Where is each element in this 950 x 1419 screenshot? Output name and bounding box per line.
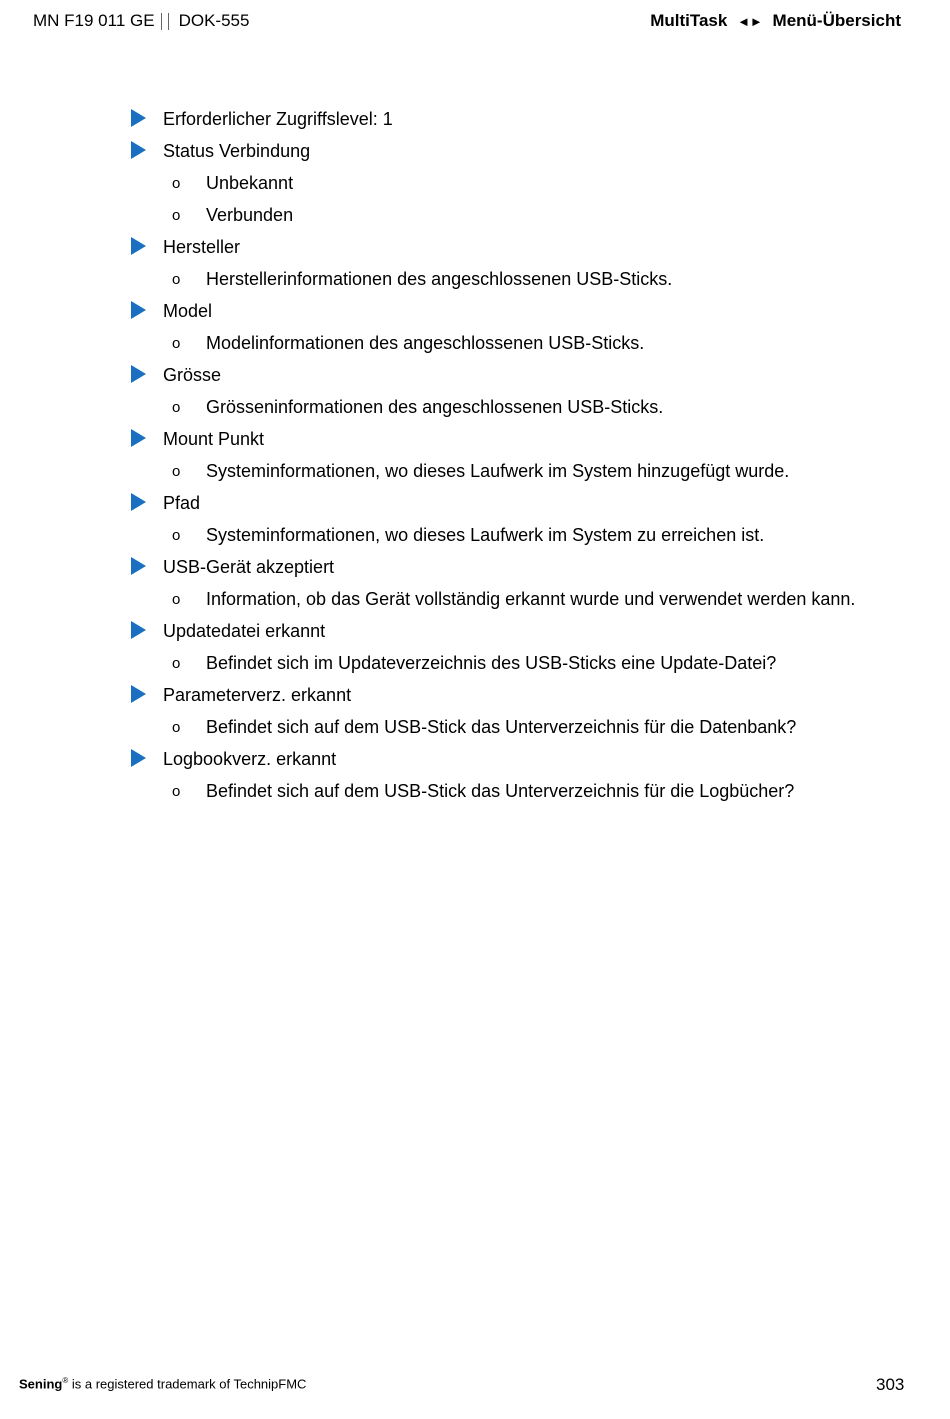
sub-list-item-label: Unbekannt [206,173,294,193]
triangle-bullet-icon [131,685,146,703]
list-item-title [131,554,921,580]
footer-trademark [19,1376,306,1391]
circle-bullet-icon: o [172,591,181,608]
circle-bullet-icon: o [172,175,181,192]
list-item-label: Mount Punkt [163,429,265,449]
list-item [131,554,921,612]
sub-list-item-label: Systeminformationen, wo dieses Laufwerk im System hinzugefügt wurde. [206,461,790,481]
sub-list-item-label: Modelinformationen des angeschlossenen USB-Sticks. [206,333,645,353]
list-item-title [131,746,921,772]
list-item-label: USB-Gerät akzeptiert [163,557,335,577]
list-item [131,746,921,804]
triangle-bullet-icon [131,621,146,639]
nav-arrows-icon: ◄► [737,14,763,29]
triangle-bullet-icon [131,557,146,575]
list-item-title [131,106,921,132]
list-item [131,234,921,292]
sub-list-item [131,522,921,548]
circle-bullet-icon: o [172,655,181,672]
sub-list-item [131,330,921,356]
triangle-bullet-icon [131,301,146,319]
section-name: Menü-Übersicht [772,11,901,30]
triangle-bullet-icon [131,749,146,767]
header-doc-info [33,11,249,31]
sub-list-item-label: Information, ob das Gerät vollständig erkannt wurde und verwendet werden kann. [206,589,856,609]
list-item-title [131,426,921,452]
sub-list-item-label: Befindet sich im Updateverzeichnis des USB-Sticks eine Update-Datei? [206,653,777,673]
sub-list-item-label: Grösseninformationen des angeschlossenen USB-Sticks. [206,397,664,417]
list-item-label: Parameterverz. erkannt [163,685,352,705]
header-section-info [650,11,901,31]
list-item-label: Erforderlicher Zugriffslevel: 1 [163,109,393,129]
list-item [131,682,921,740]
sub-list-item [131,586,921,612]
circle-bullet-icon: o [172,783,181,800]
sub-list-item [131,394,921,420]
list-item [131,490,921,548]
sub-list-item [131,202,921,228]
triangle-bullet-icon [131,493,146,511]
sub-list-item [131,170,921,196]
sub-list-item [131,266,921,292]
circle-bullet-icon: o [172,719,181,736]
circle-bullet-icon: o [172,271,181,288]
list-item [131,362,921,420]
circle-bullet-icon: o [172,335,181,352]
sub-list-item [131,714,921,740]
header-separator [161,13,169,30]
doc-code: MN F19 011 GE [33,11,155,30]
registered-mark: ® [62,1376,69,1385]
list-item-title [131,362,921,388]
list-item-label: Hersteller [163,237,241,257]
triangle-bullet-icon [131,365,146,383]
list-item-title [131,490,921,516]
list-item-label: Model [163,301,213,321]
sub-list-item-label: Herstellerinformationen des angeschlossenen USB-Sticks. [206,269,673,289]
triangle-bullet-icon [131,237,146,255]
list-item-title [131,234,921,260]
list-item-title [131,618,921,644]
list-item-title [131,298,921,324]
page-number: 303 [876,1375,905,1394]
list-item [131,426,921,484]
triangle-bullet-icon [131,141,146,159]
list-item-label: Updatedatei erkannt [163,621,326,641]
sub-list-item-label: Verbunden [206,205,294,225]
sub-list-item-label: Systeminformationen, wo dieses Laufwerk im System zu erreichen ist. [206,525,765,545]
list-item [131,106,921,132]
list-item-title [131,682,921,708]
sub-list-item [131,778,921,804]
sub-list-item [131,458,921,484]
list-item-label: Status Verbindung [163,141,311,161]
list-item [131,618,921,676]
doc-number: DOK-555 [178,11,250,30]
product-name: MultiTask [650,11,728,30]
circle-bullet-icon: o [172,463,181,480]
sub-list-item-label: Befindet sich auf dem USB-Stick das Unterverzeichnis für die Datenbank? [206,717,797,737]
circle-bullet-icon: o [172,399,181,416]
sub-list-item-label: Befindet sich auf dem USB-Stick das Unterverzeichnis für die Logbücher? [206,781,795,801]
circle-bullet-icon: o [172,207,181,224]
list-item-title [131,138,921,164]
triangle-bullet-icon [131,429,146,447]
circle-bullet-icon: o [172,527,181,544]
list-item-label: Grösse [163,365,222,385]
triangle-bullet-icon [131,109,146,127]
brand-name: Sening [19,1376,63,1392]
list-item-label: Logbookverz. erkannt [163,749,337,769]
list-item [131,298,921,356]
menu-list [131,106,921,810]
trademark-text: is a registered trademark of TechnipFMC [68,1376,307,1392]
sub-list-item [131,650,921,676]
list-item [131,138,921,228]
list-item-label: Pfad [163,493,201,513]
